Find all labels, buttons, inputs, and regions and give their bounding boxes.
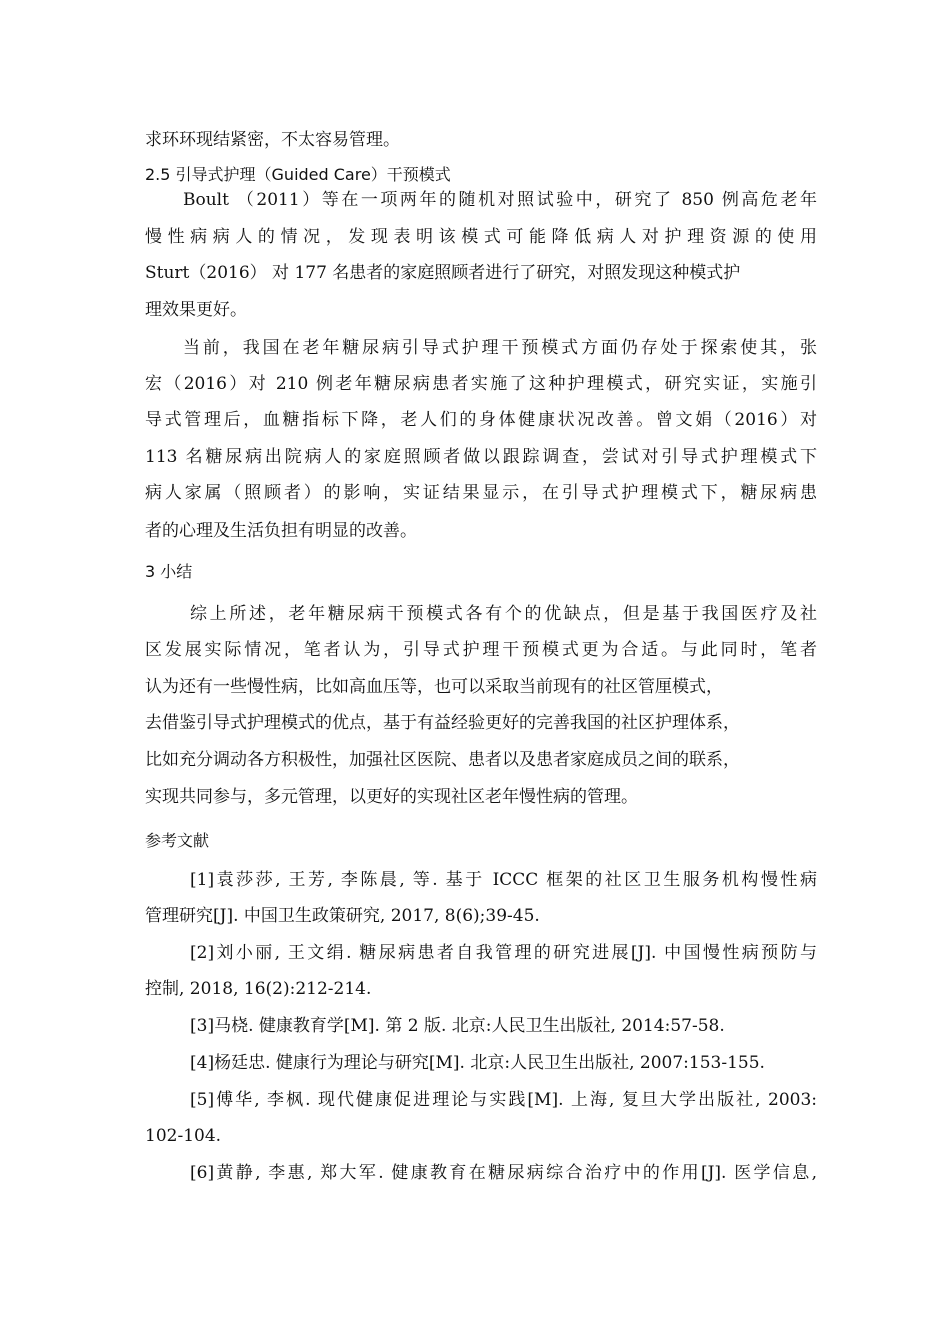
text-line: 113 名糖尿病出院病人的家庭照顾者做以跟踪调查，尝试对引导式护理模式下 xyxy=(145,447,817,467)
reference-item-continued: 管理研究[J]. 中国卫生政策研究, 2017, 8(6);39-45. xyxy=(145,906,540,926)
text-line: 求环环现结紧密，不太容易管理。 xyxy=(145,130,400,150)
text-line: 实现共同参与，多元管理，以更好的实现社区老年慢性病的管理。 xyxy=(145,787,638,807)
reference-item: [5]傅华, 李枫. 现代健康促进理论与实践[M]. 上海, 复旦大学出版社, 2003: xyxy=(190,1090,817,1110)
reference-item: [3]马桡. 健康教育学[M]. 第 2 版. 北京:人民卫生出版社, 2014:57-58. xyxy=(190,1016,725,1036)
text-line: 慢性病病人的情况，发现表明该模式可能降低病人对护理资源的使用 xyxy=(145,227,817,247)
text-line: 当前，我国在老年糖尿病引导式护理干预模式方面仍存处于探索使其，张 xyxy=(183,338,817,358)
text-line: 区发展实际情况，笔者认为，引导式护理干预模式更为合适。与此同时，笔者 xyxy=(145,640,817,660)
text-line: 综上所述，老年糖尿病干预模式各有个的优缺点，但是基于我国医疗及社 xyxy=(190,604,817,624)
text-line: 去借鉴引导式护理模式的优点，基于有益经验更好的完善我国的社区护理体系， xyxy=(145,713,740,733)
text-line: 病人家属（照顾者）的影响，实证结果显示，在引导式护理模式下，糖尿病患 xyxy=(145,483,817,503)
reference-item-continued: 控制, 2018, 16(2):212-214. xyxy=(145,979,372,999)
reference-item: [6]黄静, 李惠, 郑大军. 健康教育在糖尿病综合治疗中的作用[J]. 医学信息, xyxy=(190,1163,817,1183)
reference-item: [4]杨廷忠. 健康行为理论与研究[M]. 北京:人民卫生出版社, 2007:153-155. xyxy=(190,1053,765,1073)
reference-item: [2]刘小丽, 王文绢. 糖尿病患者自我管理的研究进展[J]. 中国慢性病预防与 xyxy=(190,943,817,963)
text-line: Sturt（2016） 对 177 名患者的家庭照顾者进行了研究，对照发现这种模式护 xyxy=(145,263,741,283)
reference-item-continued: 102-104. xyxy=(145,1126,222,1146)
text-line: Boult （2011）等在一项两年的随机对照试验中，研究了 850 例高危老年 xyxy=(183,190,817,210)
text-line: 认为还有一些慢性病，比如高血压等，也可以采取当前现有的社区管厘模式， xyxy=(145,677,723,697)
text-line: 比如充分调动各方积极性，加强社区医院、患者以及患者家庭成员之间的联系， xyxy=(145,750,740,770)
references-heading: 参考文献 xyxy=(145,831,210,850)
section-heading-2-5: 2.5 引导式护理（Guided Care）干预模式 xyxy=(145,165,451,184)
text-line: 者的心理及生活负担有明显的改善。 xyxy=(145,521,417,541)
text-line: 宏（2016）对 210 例老年糖尿病患者实施了这种护理模式，研究实证，实施引 xyxy=(145,374,817,394)
text-line: 理效果更好。 xyxy=(145,300,247,320)
reference-item: [1]袁莎莎, 王芳, 李陈晨, 等. 基于 ICCC 框架的社区卫生服务机构慢性病 xyxy=(190,870,817,890)
section-heading-3: 3 小结 xyxy=(145,562,193,581)
text-line: 导式管理后，血糖指标下降，老人们的身体健康状况改善。曾文娟（2016）对 xyxy=(145,410,817,430)
